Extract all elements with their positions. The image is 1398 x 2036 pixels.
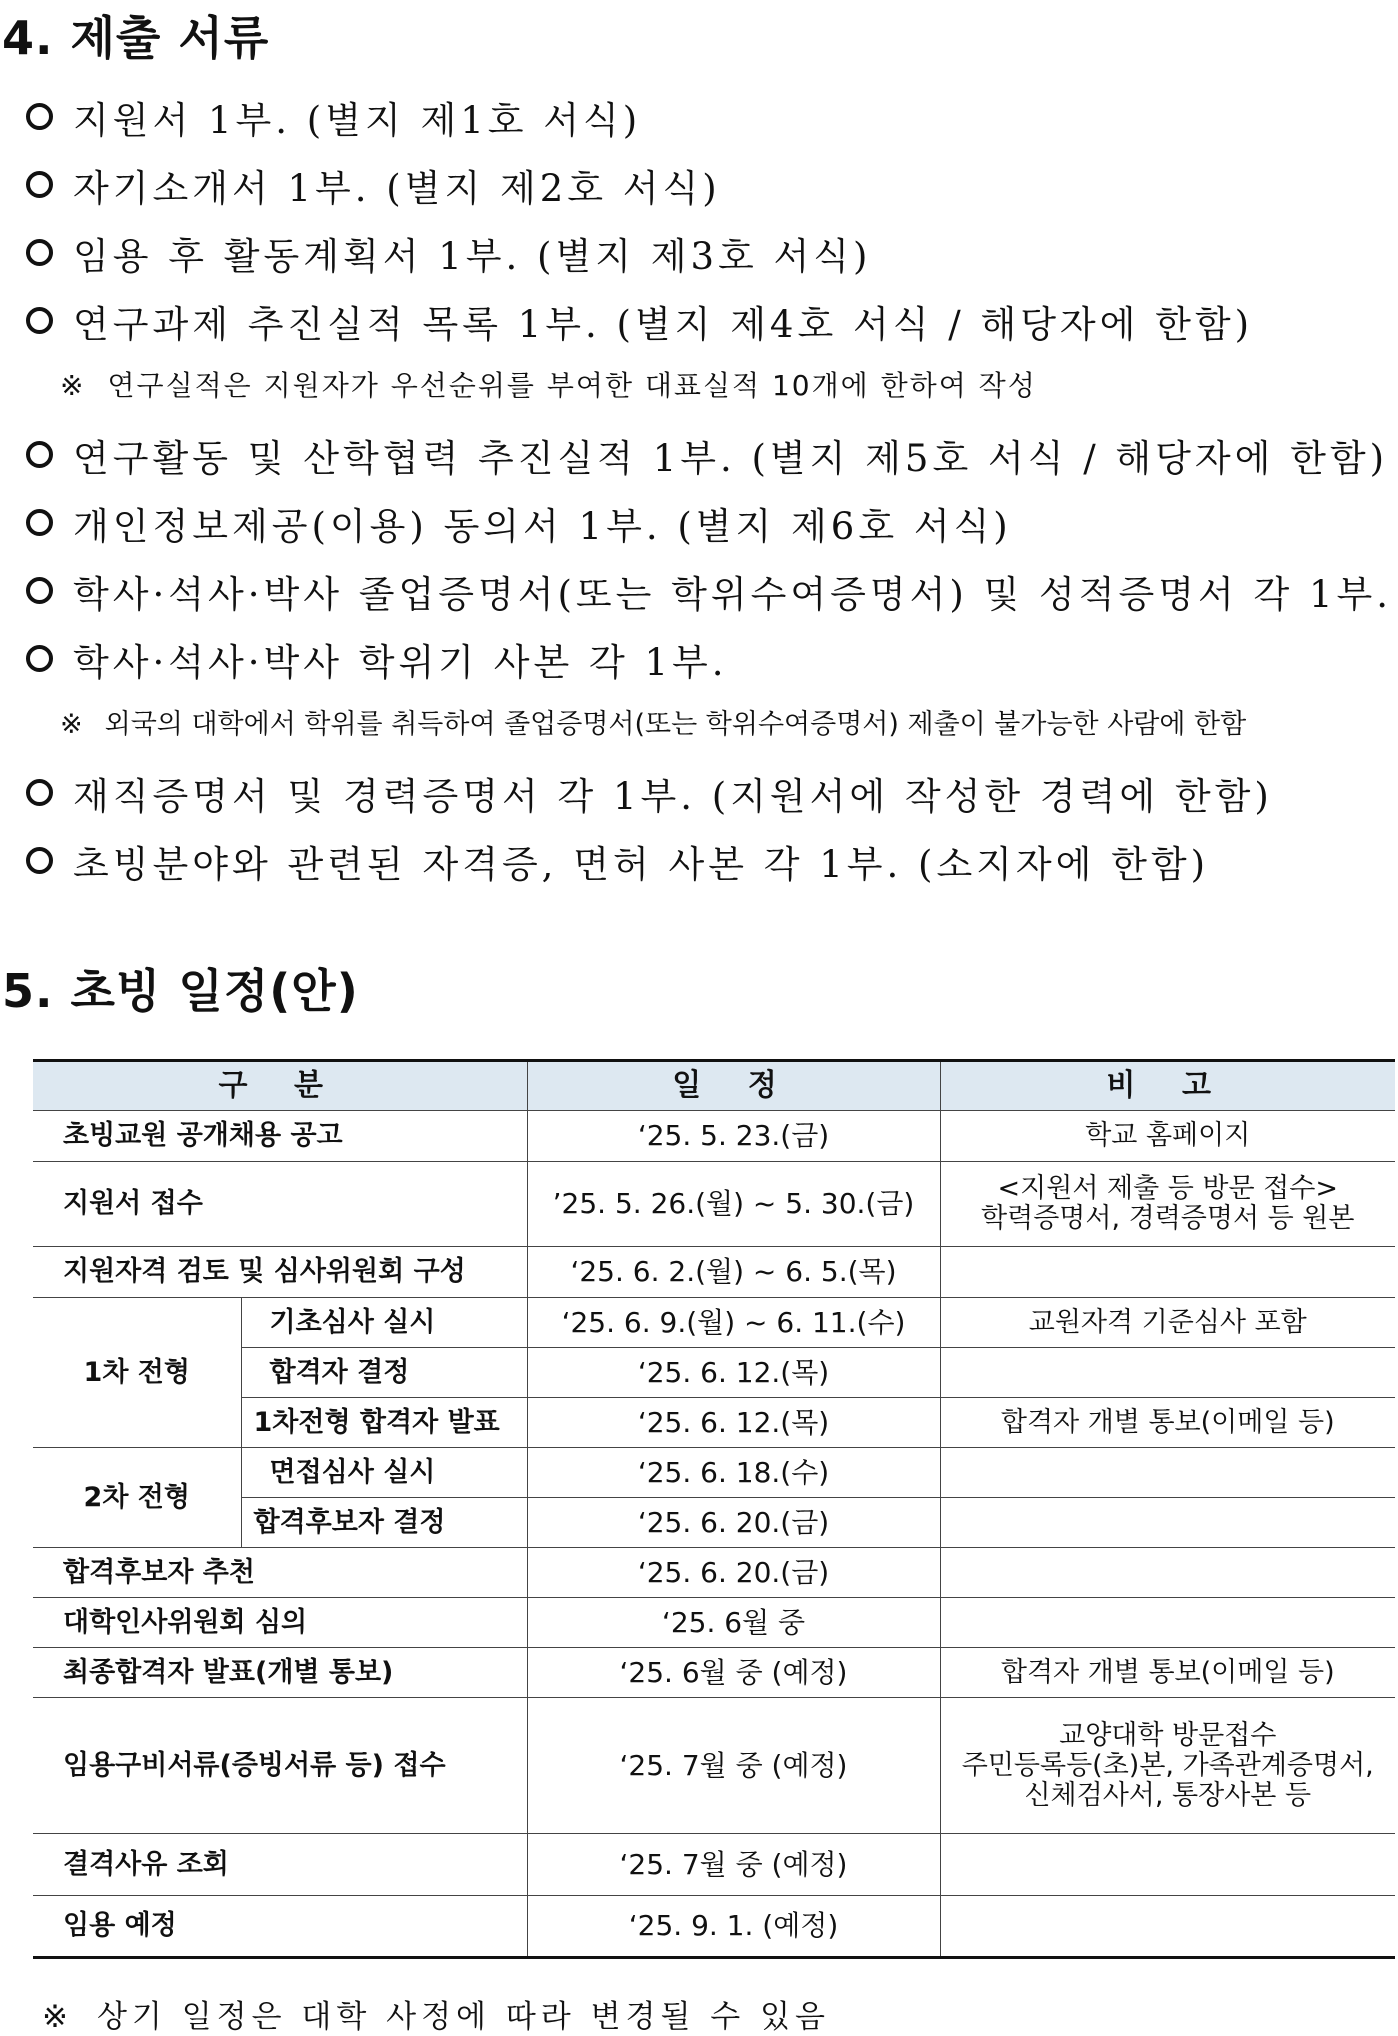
table-row: 지원자격 검토 및 심사위원회 구성 ‘25. 6. 2.(월) ~ 6. 5.(목) (33, 1247, 1395, 1298)
bullet-icon (26, 577, 53, 604)
list-item: 학사·석사·박사 학위기 사본 각 1부. (26, 632, 728, 686)
list-item: 임용 후 활동계획서 1부. (별지 제3호 서식) (26, 226, 871, 280)
table-row: 지원서 접수 ’25. 5. 26.(월) ~ 5. 30.(금) <지원서 제출 등 방문 접수> 학력증명서, 경력증명서 등 원본 (33, 1162, 1395, 1247)
table-row: 초빙교원 공개채용 공고 ‘25. 5. 23.(금) 학교 홈페이지 (33, 1111, 1395, 1162)
header-category: 구 분 (33, 1061, 527, 1111)
table-row: 최종합격자 발표(개별 통보) ‘25. 6월 중 (예정) 합격자 개별 통보(이메일 등) (33, 1648, 1395, 1698)
section-4-heading: 4. 제출 서류 (2, 11, 270, 65)
bullet-icon (26, 509, 53, 536)
bullet-icon (26, 645, 53, 672)
table-row: 결격사유 조회 ‘25. 7월 중 (예정) (33, 1834, 1395, 1896)
bullet-icon (26, 847, 53, 874)
footnote: ※ 상기 일정은 대학 사정에 따라 변경될 수 있음 (42, 1999, 830, 2035)
stage-2-label: 2차 전형 (33, 1448, 241, 1548)
header-remarks: 비 고 (940, 1061, 1395, 1111)
bullet-icon (26, 307, 53, 334)
table-header-row (33, 1061, 1395, 1111)
header-schedule: 일 정 (527, 1061, 940, 1111)
note: ※ 외국의 대학에서 학위를 취득하여 졸업증명서(또는 학위수여증명서) 제출이 불가능한 사람에 한함 (60, 709, 1247, 740)
table-row: 1차전형 합격자 발표 ‘25. 6. 12.(목) 합격자 개별 통보(이메일 등) (33, 1398, 1395, 1448)
table-row: 1차 전형 기초심사 실시 ‘25. 6. 9.(월) ~ 6. 11.(수) 교원자격 기준심사 포함 (33, 1298, 1395, 1348)
bullet-icon (26, 441, 53, 468)
bullet-icon (26, 239, 53, 266)
table-row: 대학인사위원회 심의 ‘25. 6월 중 (33, 1598, 1395, 1648)
table-row: 임용구비서류(증빙서류 등) 접수 ‘25. 7월 중 (예정) 교양대학 방문접수 주민등록등(초)본, 가족관계증명서, 신체검사서, 통장사본 등 (33, 1698, 1395, 1834)
list-item: 재직증명서 및 경력증명서 각 1부. (지원서에 작성한 경력에 한함) (26, 766, 1273, 820)
list-item: 개인정보제공(이용) 동의서 1부. (별지 제6호 서식) (26, 496, 1012, 550)
bullet-icon (26, 779, 53, 806)
table-row: 합격후보자 추천 ‘25. 6. 20.(금) (33, 1548, 1395, 1598)
list-item: 지원서 1부. (별지 제1호 서식) (26, 90, 641, 144)
list-item: 자기소개서 1부. (별지 제2호 서식) (26, 158, 721, 212)
note: ※ 연구실적은 지원자가 우선순위를 부여한 대표실적 10개에 한하여 작성 (60, 369, 1037, 402)
table-row: 임용 예정 ‘25. 9. 1. (예정) (33, 1896, 1395, 1958)
bullet-icon (26, 171, 53, 198)
table-row: 2차 전형 면접심사 실시 ‘25. 6. 18.(수) (33, 1448, 1395, 1498)
list-item: 연구과제 추진실적 목록 1부. (별지 제4호 서식 / 해당자에 한함) (26, 294, 1253, 348)
table-row: 합격자 결정 ‘25. 6. 12.(목) (33, 1348, 1395, 1398)
schedule-table (33, 1059, 1395, 1959)
bullet-icon (26, 103, 53, 130)
list-item: 학사·석사·박사 졸업증명서(또는 학위수여증명서) 및 성적증명서 각 1부. (26, 564, 1392, 618)
stage-1-label: 1차 전형 (33, 1298, 241, 1448)
list-item: 초빙분야와 관련된 자격증, 면허 사본 각 1부. (소지자에 한함) (26, 834, 1209, 888)
table-row: 합격후보자 결정 ‘25. 6. 20.(금) (33, 1498, 1395, 1548)
list-item: 연구활동 및 산학협력 추진실적 1부. (별지 제5호 서식 / 해당자에 한함) (26, 428, 1388, 482)
section-5-heading: 5. 초빙 일정(안) (2, 964, 359, 1018)
